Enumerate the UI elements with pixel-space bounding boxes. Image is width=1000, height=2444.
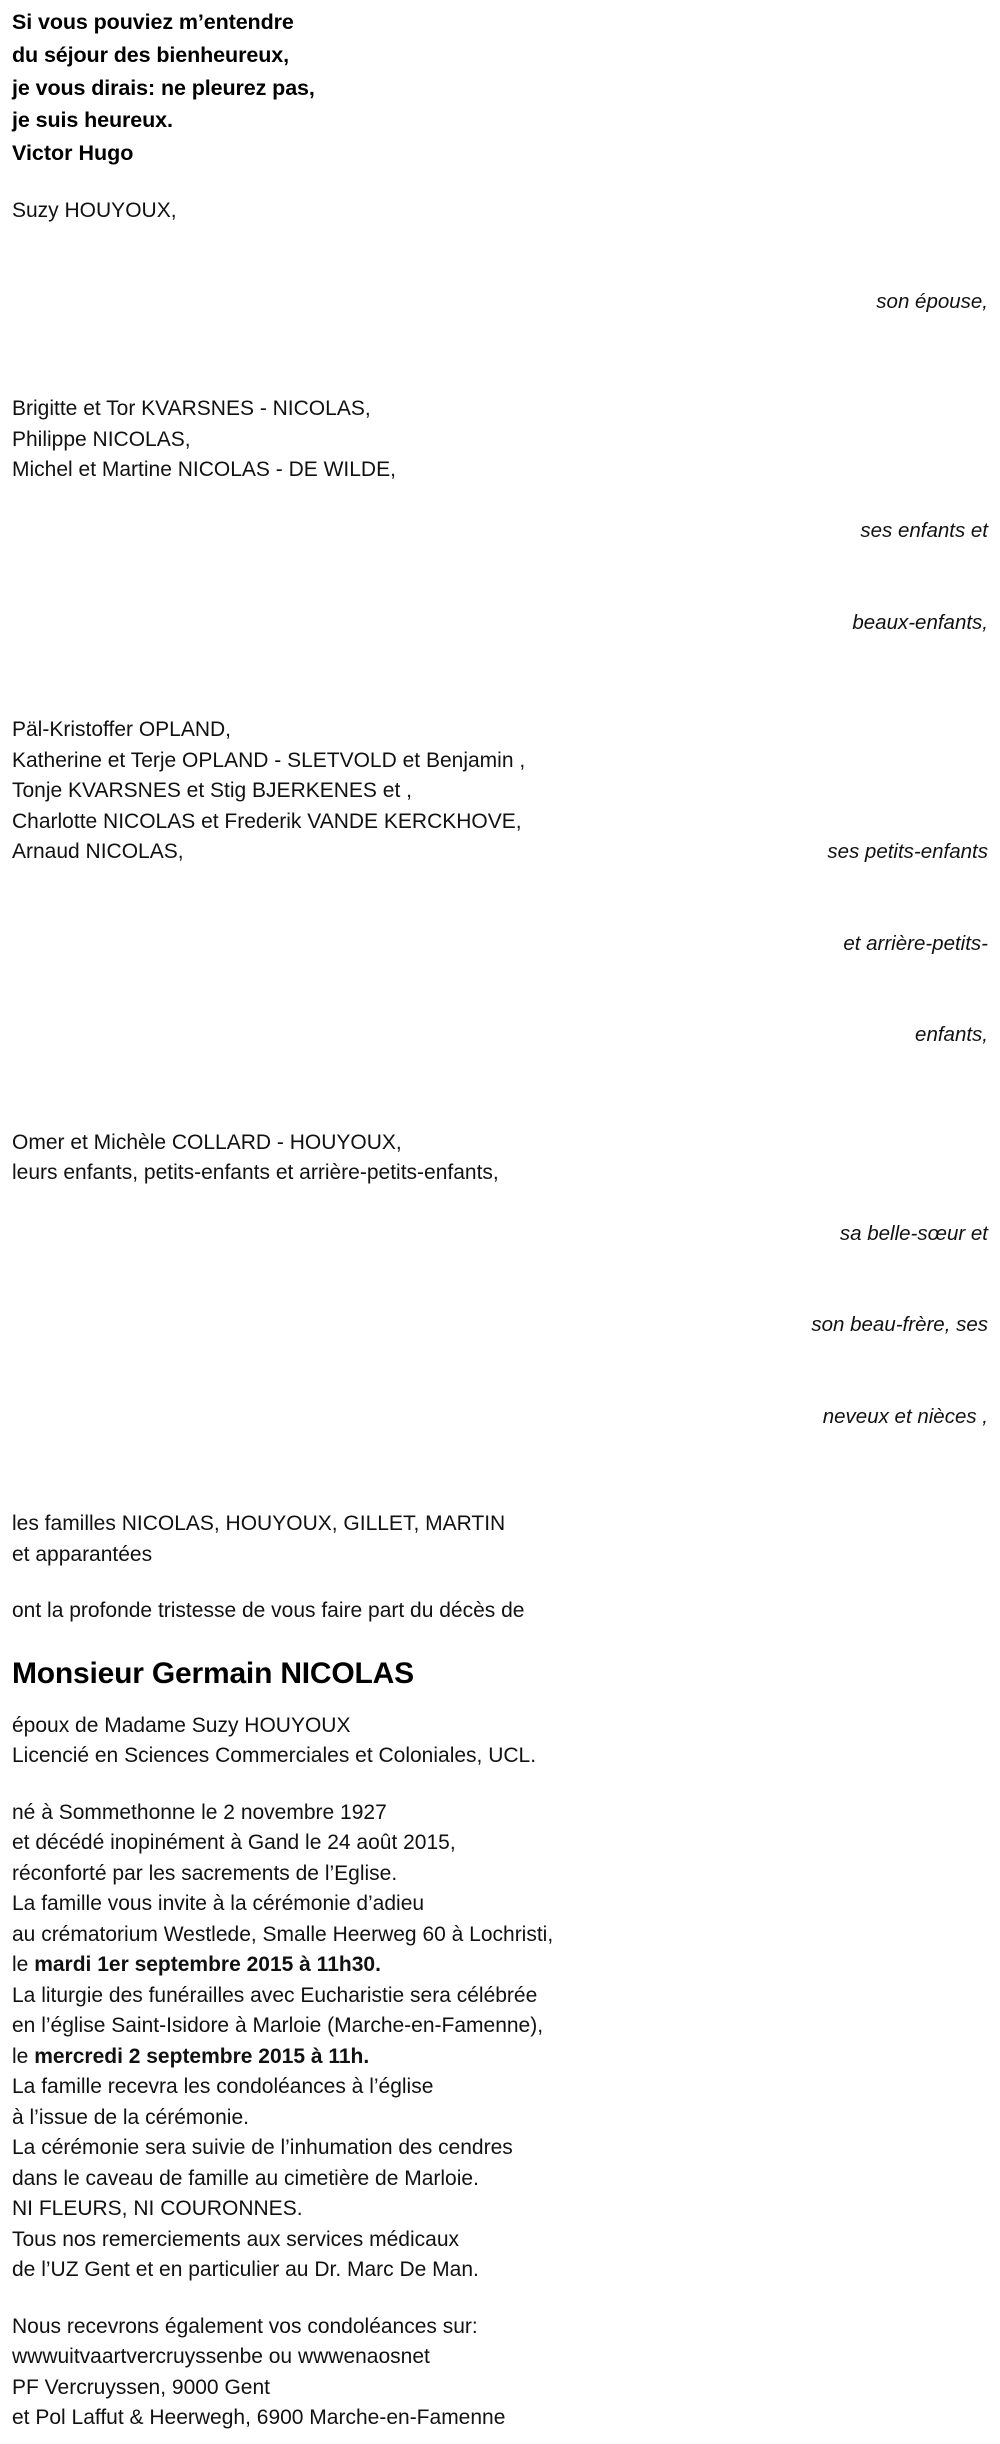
birth-line: né à Sommethonne le 2 novembre 1927 xyxy=(12,1800,387,1824)
quote-author: Victor Hugo xyxy=(12,141,134,166)
family-name: Omer et Michèle COLLARD - HOUYOUX, xyxy=(12,1130,402,1154)
family-name: leurs enfants, petits-enfants et arrière-petits-enfants, xyxy=(12,1161,499,1185)
relation-line: neveux et nièces , xyxy=(822,1404,988,1428)
ceremony-date-value: mardi 1er septembre 2015 à 11h30. xyxy=(34,1953,381,1977)
websites-line[interactable]: wwwuitvaartvercruyssenbe ou wwwenaosnet xyxy=(12,2345,430,2369)
relation-label-children xyxy=(836,394,988,699)
spacer xyxy=(12,1695,988,1711)
relation-line: enfants, xyxy=(915,1023,988,1047)
funeral-home-line-1: PF Vercruyssen, 9000 Gent xyxy=(12,2375,270,2399)
inhumation-line: La cérémonie sera suivie de l’inhumation des cendres xyxy=(12,2136,513,2160)
crematorium-line: au crématorium Westlede, Smalle Heerweg 60 à Lochristi, xyxy=(12,1922,554,1946)
relation-line: son beau-frère, ses xyxy=(811,1313,988,1337)
death-line: et décédé inopinément à Gand le 24 août 2015, xyxy=(12,1831,456,1855)
no-flowers-line: NI FLEURS, NI COURONNES. xyxy=(12,2197,303,2221)
condolences-church-line: La famille recevra les condoléances à l’église xyxy=(12,2075,434,2099)
condolences-after-line: à l’issue de la cérémonie. xyxy=(12,2105,249,2129)
spacer xyxy=(12,1627,988,1653)
thanks-line-2: de l’UZ Gent et en particulier au Dr. Marc De Man. xyxy=(12,2258,479,2282)
liturgy-date-prefix: le xyxy=(12,2044,35,2068)
sacraments-line: réconforté par les sacrements de l’Eglise. xyxy=(12,1861,398,1885)
family-names xyxy=(12,196,177,227)
liturgy-date-line xyxy=(12,2042,988,2073)
family-name: Tonje KVARSNES et Stig BJERKENES et , xyxy=(12,779,412,803)
family-name: Michel et Martine NICOLAS - DE WILDE, xyxy=(12,458,396,482)
spacer xyxy=(12,378,988,394)
relation-line: son épouse, xyxy=(876,289,988,313)
liturgy-line: La liturgie des funérailles avec Eucharistie sera célébrée xyxy=(12,1983,538,2007)
family-name: Päl-Kristoffer OPLAND, xyxy=(12,718,232,742)
family-group-families xyxy=(12,1509,988,1570)
ceremony-date-line xyxy=(12,1950,988,1981)
announcement-intro: ont la profonde tristesse de vous faire part du décès de xyxy=(12,1599,525,1623)
quote-line-3: je vous dirais: ne pleurez pas, xyxy=(12,75,315,100)
family-group-spouse xyxy=(12,196,988,379)
relation-label-inlaws xyxy=(795,1128,988,1494)
spacer xyxy=(12,699,988,715)
spacer xyxy=(12,1570,988,1596)
spacer xyxy=(12,1772,988,1798)
family-group-children xyxy=(12,394,988,699)
quote-line-4: je suis heureux. xyxy=(12,108,173,133)
spacer xyxy=(12,1493,988,1509)
relation-label-grandchildren xyxy=(811,715,988,1112)
quote-line-2: du séjour des bienheureux, xyxy=(12,42,289,67)
family-name: Brigitte et Tor KVARSNES - NICOLAS, xyxy=(12,397,371,421)
deceased-name: Monsieur Germain NICOLAS xyxy=(12,1656,414,1690)
family-name: Charlotte NICOLAS et Frederik VANDE KERCKHOVE, xyxy=(12,809,522,833)
family-group-grandchildren xyxy=(12,715,988,1112)
family-name: les familles NICOLAS, HOUYOUX, GILLET, MARTIN xyxy=(12,1512,506,1536)
family-group-inlaws xyxy=(12,1128,988,1494)
footer-block xyxy=(12,2312,988,2434)
ceremony-date-prefix: le xyxy=(12,1953,35,1977)
family-name: Philippe NICOLAS, xyxy=(12,427,191,451)
family-name: et apparantées xyxy=(12,1542,153,1566)
spacer xyxy=(12,2286,988,2312)
details-block xyxy=(12,1798,988,2286)
family-names xyxy=(12,1128,499,1189)
quote-line-1: Si vous pouviez m’entendre xyxy=(12,10,294,34)
family-names xyxy=(12,394,396,486)
family-name: Arnaud NICOLAS, xyxy=(12,840,184,864)
invite-line: La famille vous invite à la cérémonie d’adieu xyxy=(12,1892,425,1916)
relation-label-spouse xyxy=(860,196,988,379)
title-line: Licencié en Sciences Commerciales et Coloniales, UCL. xyxy=(12,1744,537,1768)
vault-line: dans le caveau de famille au cimetière de Marloie. xyxy=(12,2166,479,2190)
spacer xyxy=(12,1112,988,1128)
liturgy-date-value: mercredi 2 septembre 2015 à 11h. xyxy=(34,2044,370,2068)
family-name: Suzy HOUYOUX, xyxy=(12,198,177,222)
relation-line: sa belle-sœur et xyxy=(839,1221,988,1245)
relation-line: et arrière-petits- xyxy=(843,931,988,955)
relation-line: ses petits-enfants xyxy=(827,840,988,864)
family-names xyxy=(12,715,525,868)
spouse-line: époux de Madame Suzy HOUYOUX xyxy=(12,1713,351,1737)
funeral-home-line-2: et Pol Laffut & Heerwegh, 6900 Marche-en-Famenne xyxy=(12,2406,506,2430)
family-name: Katherine et Terje OPLAND - SLETVOLD et Benjamin , xyxy=(12,748,526,772)
thanks-line-1: Tous nos remerciements aux services médicaux xyxy=(12,2227,460,2251)
relation-line: beaux-enfants, xyxy=(852,610,988,634)
relation-line: ses enfants et xyxy=(860,519,988,543)
church-line: en l’église Saint-Isidore à Marloie (Marche-en-Famenne), xyxy=(12,2014,544,2038)
quote-block xyxy=(12,0,988,170)
spacer xyxy=(12,170,988,196)
online-condolences-line: Nous recevrons également vos condoléances sur: xyxy=(12,2314,478,2338)
